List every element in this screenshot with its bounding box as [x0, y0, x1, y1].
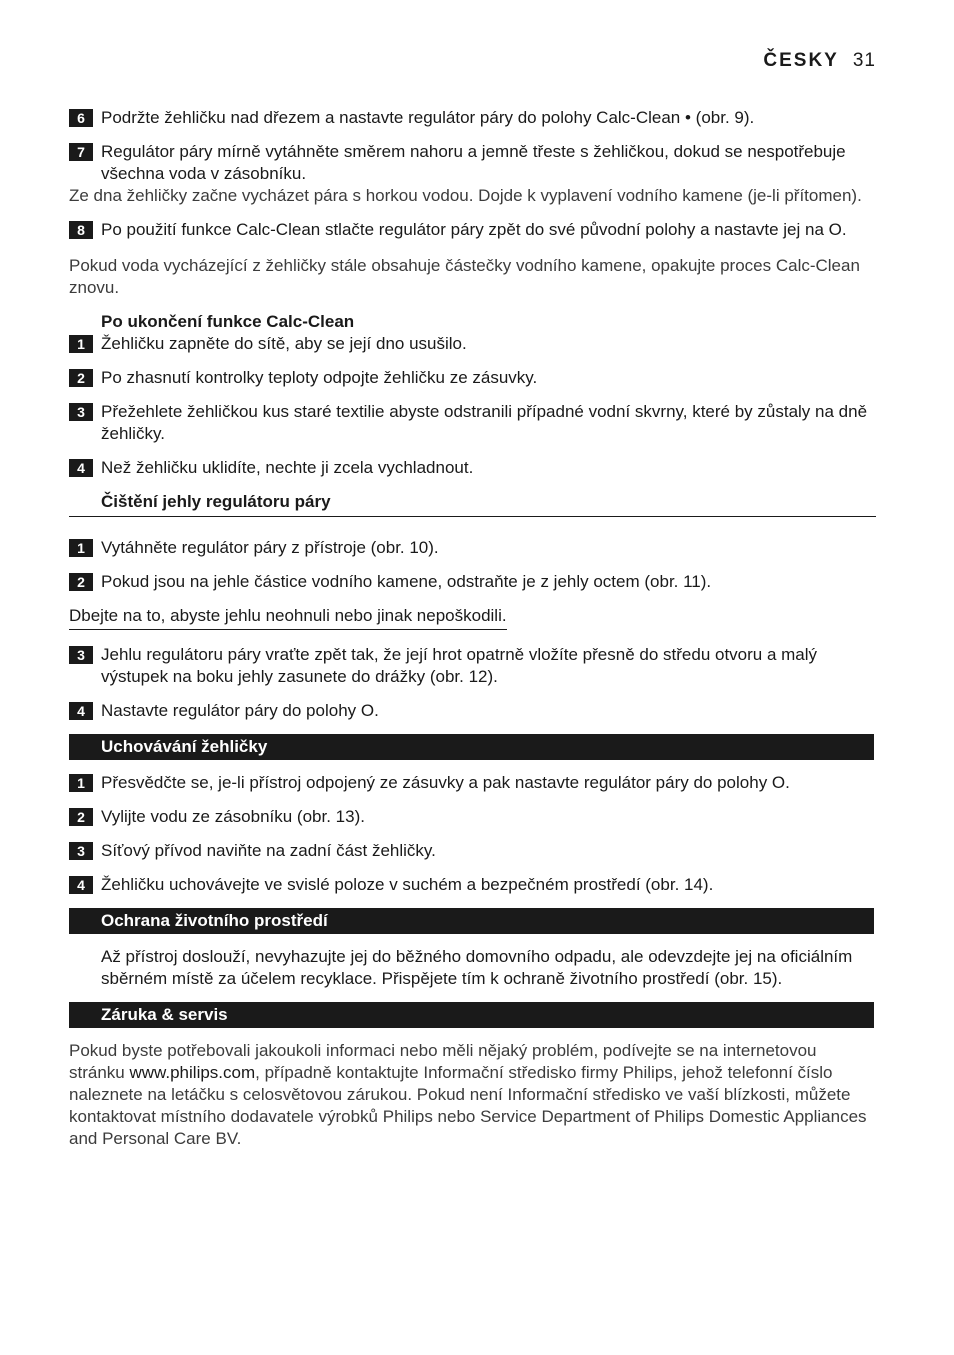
step-text: Jehlu regulátoru páry vraťte zpět tak, že její hrot opatrně vložíte přesně do středu otvoru a malý výstupek na boku jehly zasunete do drážky (obr. 12). — [101, 645, 818, 686]
after-step-2 — [69, 367, 876, 389]
step-number: 1 — [69, 539, 93, 557]
step-text: Síťový přívod naviňte na zadní část žehličky. — [101, 841, 436, 860]
step-text: Podržte žehličku nad dřezem a nastavte regulátor páry do polohy Calc-Clean • (obr. 9). — [101, 108, 755, 127]
section-storage: Uchovávání žehličky — [69, 734, 874, 760]
step-number: 3 — [69, 842, 93, 860]
step-text: Nastavte regulátor páry do polohy O. — [101, 701, 379, 720]
step-text: Vylijte vodu ze zásobníku (obr. 13). — [101, 807, 365, 826]
storage-step-2 — [69, 806, 876, 828]
storage-step-1 — [69, 772, 876, 794]
step-8 — [69, 219, 876, 241]
note-repeat: Pokud voda vycházející z žehličky stále obsahuje částečky vodního kamene, opakujte proces Calc-Clean znovu. — [69, 256, 860, 297]
after-step-4 — [69, 457, 876, 479]
warranty-text — [69, 1040, 876, 1150]
step-text: Žehličku zapněte do sítě, aby se její dno usušilo. — [101, 334, 467, 353]
needle-step-3 — [69, 644, 876, 688]
language-label: ČESKY — [763, 50, 839, 71]
step-number: 4 — [69, 459, 93, 477]
step-number: 4 — [69, 702, 93, 720]
needle-step-2 — [69, 571, 876, 593]
environment-text: Až přístroj doslouží, nevyhazujte jej do běžného domovního odpadu, ale odevzdejte jej na oficiálním sběrném místě za účelem recyklace. Přispějete tím k ochraně životního prostředí (obr. 15). — [101, 947, 853, 988]
storage-step-4 — [69, 874, 876, 896]
step-text: Regulátor páry mírně vytáhněte směrem nahoru a jemně třeste s žehličkou, dokud se nespotřebuje všechna voda v zásobníku. — [101, 142, 846, 183]
step-number: 6 — [69, 109, 93, 127]
section-warranty: Záruka & servis — [69, 1002, 874, 1028]
step-text: Po zhasnutí kontrolky teploty odpojte žehličku ze zásuvky. — [101, 368, 538, 387]
page-content — [69, 107, 876, 1162]
after-step-1 — [69, 333, 876, 355]
subheading-needle-cleaning: Čištění jehly regulátoru páry — [69, 491, 876, 517]
needle-step-4 — [69, 700, 876, 722]
step-text: Vytáhněte regulátor páry z přístroje (obr. 10). — [101, 538, 439, 557]
step-text: Žehličku uchovávejte ve svislé poloze v suchém a bezpečném prostředí (obr. 14). — [101, 875, 714, 894]
step-text: Než žehličku uklidíte, nechte ji zcela vychladnout. — [101, 458, 474, 477]
step-text: Pokud jsou na jehle částice vodního kamene, odstraňte je z jehly octem (obr. 11). — [101, 572, 712, 591]
step-6 — [69, 107, 876, 129]
subheading-after-calc-clean: Po ukončení funkce Calc-Clean — [101, 312, 355, 331]
step-number: 3 — [69, 403, 93, 421]
storage-step-3 — [69, 840, 876, 862]
note-steam-output: Ze dna žehličky začne vycházet pára s horkou vodou. Dojde k vyplavení vodního kamene (je-li přítomen). — [69, 186, 862, 205]
step-number: 3 — [69, 646, 93, 664]
needle-step-1 — [69, 537, 876, 559]
step-number: 2 — [69, 573, 93, 591]
step-number: 8 — [69, 221, 93, 239]
step-number: 2 — [69, 369, 93, 387]
step-number: 4 — [69, 876, 93, 894]
page-header — [763, 50, 876, 72]
section-environment: Ochrana životního prostředí — [69, 908, 874, 934]
step-number: 1 — [69, 774, 93, 792]
after-step-3 — [69, 401, 876, 445]
philips-website-link[interactable]: www.philips.com — [129, 1063, 256, 1082]
step-7 — [69, 141, 876, 185]
step-number: 1 — [69, 335, 93, 353]
step-text: Přežehlete žehličkou kus staré textilie abyste odstranili případné vodní skvrny, které by zůstaly na dně žehličky. — [101, 402, 868, 443]
step-text: Po použití funkce Calc-Clean stlačte regulátor páry zpět do své původní polohy a nastavte jej na O. — [101, 220, 847, 239]
warranty-text-before: Pokud byste potřebovali jakoukoli informaci nebo měli nějaký problém, podívejte se na internetovou stránku — [69, 1041, 817, 1082]
page-number: 31 — [852, 50, 876, 71]
step-number: 2 — [69, 808, 93, 826]
step-text: Přesvědčte se, je-li přístroj odpojený ze zásuvky a pak nastavte regulátor páry do polohy O. — [101, 773, 790, 792]
needle-tip: Dbejte na to, abyste jehlu neohnuli nebo jinak nepoškodili. — [69, 605, 507, 630]
step-number: 7 — [69, 143, 93, 161]
warranty-text-after: , případně kontaktujte Informační středisko firmy Philips, jehož telefonní číslo naleznete na letáčku s celosvětovou zárukou. Pokud není Informační středisko ve vaší blízkosti, můžete kontaktovat místního dodavatele výrobků Philips nebo Service Department of Philips Domestic Appliances and Personal Care BV. — [69, 1063, 867, 1148]
